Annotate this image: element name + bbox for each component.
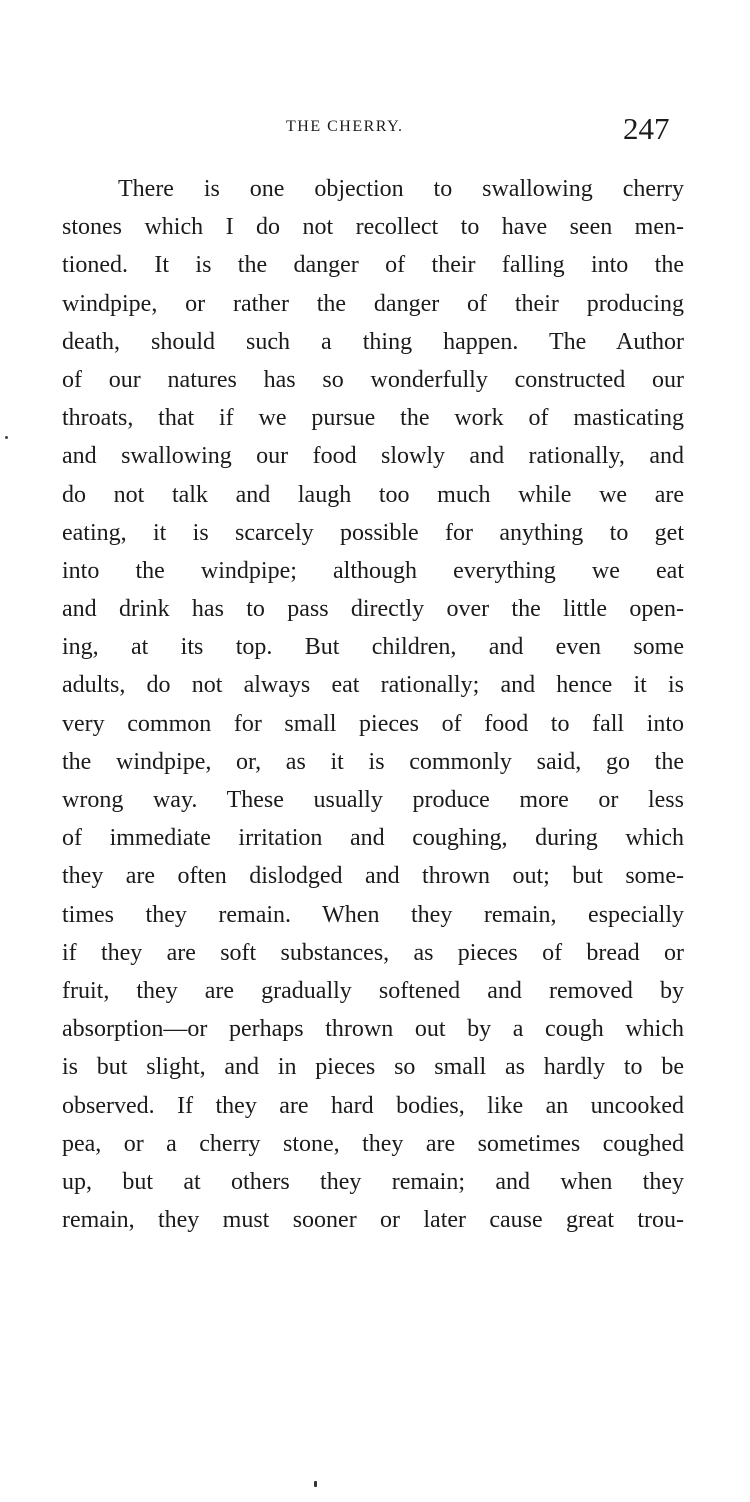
text-line: and drink has to pass directly over the little open- xyxy=(62,596,684,623)
text-line: and swallowing our food slowly and rationally, and xyxy=(62,443,684,470)
text-line: they are often dislodged and thrown out; but some- xyxy=(62,863,684,890)
margin-speck xyxy=(5,436,8,439)
text-line: pea, or a cherry stone, they are sometimes coughed xyxy=(62,1130,684,1157)
text-line: very common for small pieces of food to fall into xyxy=(62,710,684,737)
text-line: is but slight, and in pieces so small as hardly to be xyxy=(62,1054,684,1081)
text-line: adults, do not always eat rationally; and hence it is xyxy=(62,672,684,699)
text-line: There is one objection to swallowing cherry xyxy=(118,176,684,202)
text-line: up, but at others they remain; and when they xyxy=(62,1168,684,1195)
text-line: the windpipe, or, as it is commonly said, go the xyxy=(62,748,684,775)
text-line: remain, they must sooner or later cause great trou- xyxy=(62,1207,684,1234)
text-line: tioned. It is the danger of their falling into the xyxy=(62,252,684,279)
text-line: if they are soft substances, as pieces of bread or xyxy=(62,939,684,966)
running-head-title: THE CHERRY. xyxy=(286,118,404,135)
text-line: ing, at its top. But children, and even some xyxy=(62,634,684,661)
text-line: throats, that if we pursue the work of masticating xyxy=(62,405,684,432)
text-line: stones which I do not recollect to have seen men- xyxy=(62,214,684,241)
text-line: times they remain. When they remain, especially xyxy=(62,901,684,928)
text-line: eating, it is scarcely possible for anything to get xyxy=(62,519,684,546)
text-line: observed. If they are hard bodies, like an uncooked xyxy=(62,1092,684,1119)
text-line: of immediate irritation and coughing, during which xyxy=(62,825,684,852)
body-paragraph xyxy=(62,170,684,1239)
text-line: death, should such a thing happen. The Author xyxy=(62,328,684,355)
bottom-speck xyxy=(314,1481,317,1487)
text-line: absorption—or perhaps thrown out by a cough which xyxy=(62,1016,684,1043)
text-line: into the windpipe; although everything we eat xyxy=(62,557,684,584)
text-line: wrong way. These usually produce more or less xyxy=(62,787,684,813)
text-line: fruit, they are gradually softened and removed by xyxy=(62,977,684,1004)
text-line: windpipe, or rather the danger of their producing xyxy=(62,290,684,317)
text-line: of our natures has so wonderfully constructed our xyxy=(62,366,684,393)
text-line: do not talk and laugh too much while we are xyxy=(62,481,684,508)
page-number: 247 xyxy=(623,111,670,146)
